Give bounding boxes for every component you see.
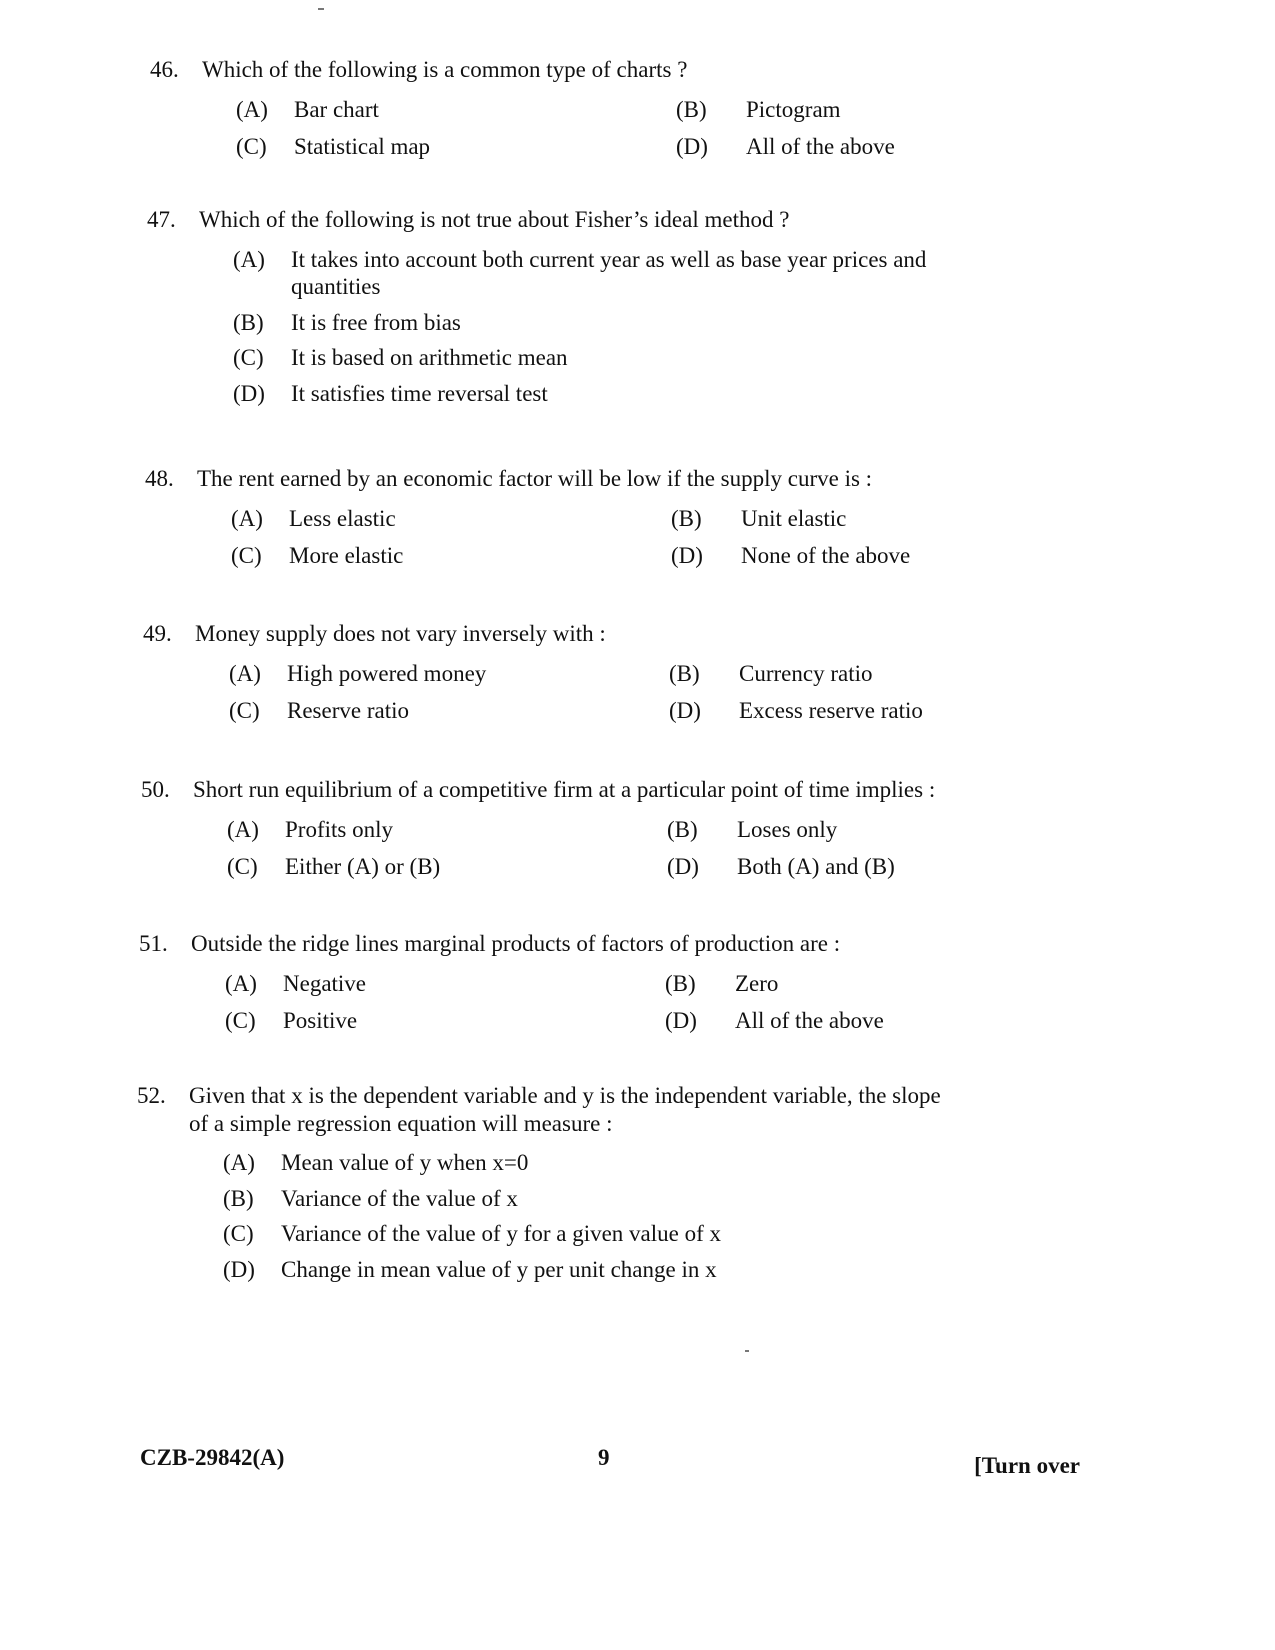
scan-speck <box>318 8 324 10</box>
option-label: (D) <box>223 1256 255 1282</box>
option-label: (B) <box>665 970 696 996</box>
options <box>236 96 1016 161</box>
option-text: Currency ratio <box>739 660 873 686</box>
option-label: (A) <box>233 246 265 272</box>
question-number: 46. <box>150 57 179 82</box>
option-text: Positive <box>283 1008 358 1034</box>
option-a <box>223 1149 943 1177</box>
option-text: Profits only <box>285 816 393 842</box>
option-label: (B) <box>223 1185 254 1211</box>
option-label: (D) <box>669 698 701 724</box>
option-label: (B) <box>671 505 702 531</box>
option-text: Loses only <box>737 816 838 842</box>
question-51 <box>139 930 1005 1035</box>
option-label: (D) <box>676 134 708 160</box>
option-text: Zero <box>735 970 779 996</box>
option-text: Change in mean value of y per unit change in x <box>281 1256 717 1282</box>
option-a <box>229 660 669 688</box>
option-text: Statistical map <box>294 134 431 160</box>
option-d <box>671 542 1011 570</box>
option-c <box>231 542 671 570</box>
option-b <box>669 660 1009 688</box>
scan-speck <box>745 1350 749 1352</box>
question-50 <box>141 776 1007 881</box>
option-text: All of the above <box>746 134 895 160</box>
option-text: Mean value of y when x=0 <box>281 1150 529 1176</box>
question-text: Which of the following is a common type of charts ? <box>202 57 688 82</box>
option-label: (C) <box>233 345 264 371</box>
option-label: (D) <box>665 1008 697 1034</box>
option-b <box>667 816 1007 844</box>
option-text: Less elastic <box>289 505 396 531</box>
option-label: (A) <box>229 660 261 686</box>
options <box>227 816 1007 881</box>
option-text: Reserve ratio <box>287 698 409 724</box>
option-a <box>227 816 667 844</box>
option-text: More elastic <box>289 543 404 569</box>
options <box>231 505 1011 570</box>
option-text: Negative <box>283 970 367 996</box>
option-text: Bar chart <box>294 96 379 122</box>
question-48 <box>145 465 1011 570</box>
question-number: 47. <box>147 207 176 232</box>
question-46 <box>150 56 1016 161</box>
options <box>229 660 1009 725</box>
option-a <box>233 246 953 301</box>
option-label: (C) <box>231 543 262 569</box>
option-d <box>667 853 1007 881</box>
question-text: Money supply does not vary inversely with : <box>195 621 606 646</box>
option-label: (D) <box>671 543 703 569</box>
option-label: (C) <box>236 134 267 160</box>
option-text: Variance of the value of y for a given value of x <box>281 1221 722 1247</box>
option-c <box>227 853 667 881</box>
option-b <box>671 505 1011 533</box>
question-text: Given that x is the dependent variable and y is the independent variable, the slope of a simple regression equation will measure : <box>189 1083 941 1136</box>
option-label: (D) <box>667 854 699 880</box>
question-text: The rent earned by an economic factor will be low if the supply curve is : <box>197 466 873 491</box>
page-number: 9 <box>598 1445 610 1470</box>
question-49 <box>143 620 1009 725</box>
option-label: (C) <box>223 1221 254 1247</box>
question-number: 49. <box>143 621 172 646</box>
option-c <box>236 133 676 161</box>
question-number: 50. <box>141 777 170 802</box>
option-d <box>665 1007 1005 1035</box>
option-c <box>233 344 953 372</box>
option-b <box>223 1185 943 1213</box>
option-label: (A) <box>236 96 268 122</box>
option-label: (B) <box>667 816 698 842</box>
option-label: (A) <box>231 505 263 531</box>
question-number: 48. <box>145 466 174 491</box>
question-number: 52. <box>137 1083 166 1108</box>
option-label: (B) <box>233 309 264 335</box>
option-a <box>231 505 671 533</box>
question-text: Outside the ridge lines marginal products of factors of production are : <box>191 931 841 956</box>
question-52 <box>137 1082 949 1284</box>
option-a <box>225 970 665 998</box>
option-text: It is free from bias <box>291 309 461 335</box>
options <box>223 1149 943 1283</box>
question-number: 51. <box>139 931 168 956</box>
option-c <box>225 1007 665 1035</box>
option-text: It takes into account both current year as well as base year prices and quantities <box>291 246 927 300</box>
option-b <box>233 309 953 337</box>
option-b <box>676 96 1016 124</box>
paper-code: CZB-29842(A) <box>140 1445 285 1470</box>
option-c <box>229 697 669 725</box>
options <box>233 246 953 408</box>
option-text: It is based on arithmetic mean <box>291 345 568 371</box>
option-d <box>669 697 1009 725</box>
option-label: (C) <box>225 1008 256 1034</box>
option-text: Pictogram <box>746 96 841 122</box>
option-d <box>223 1256 943 1284</box>
option-text: High powered money <box>287 660 487 686</box>
option-label: (A) <box>223 1150 255 1176</box>
turn-over-note: [Turn over <box>974 1453 1080 1478</box>
option-text: Unit elastic <box>741 505 847 531</box>
option-b <box>665 970 1005 998</box>
option-text: None of the above <box>741 543 911 569</box>
option-c <box>223 1220 943 1248</box>
option-text: It satisfies time reversal test <box>291 380 548 406</box>
option-d <box>233 380 953 408</box>
question-text: Which of the following is not true about Fisher’s ideal method ? <box>199 207 790 232</box>
option-label: (C) <box>227 854 258 880</box>
question-text: Short run equilibrium of a competitive firm at a particular point of time implies : <box>193 777 936 802</box>
option-label: (D) <box>233 380 265 406</box>
option-label: (A) <box>227 816 259 842</box>
option-text: All of the above <box>735 1008 884 1034</box>
option-label: (A) <box>225 970 257 996</box>
option-label: (B) <box>676 96 707 122</box>
option-d <box>676 133 1016 161</box>
option-label: (B) <box>669 660 700 686</box>
option-text: Either (A) or (B) <box>285 854 441 880</box>
option-text: Excess reserve ratio <box>739 698 923 724</box>
question-47 <box>147 206 979 408</box>
options <box>225 970 1005 1035</box>
option-label: (C) <box>229 698 260 724</box>
option-text: Variance of the value of x <box>281 1185 518 1211</box>
option-a <box>236 96 676 124</box>
option-text: Both (A) and (B) <box>737 854 895 880</box>
page-footer <box>140 1444 1080 1478</box>
